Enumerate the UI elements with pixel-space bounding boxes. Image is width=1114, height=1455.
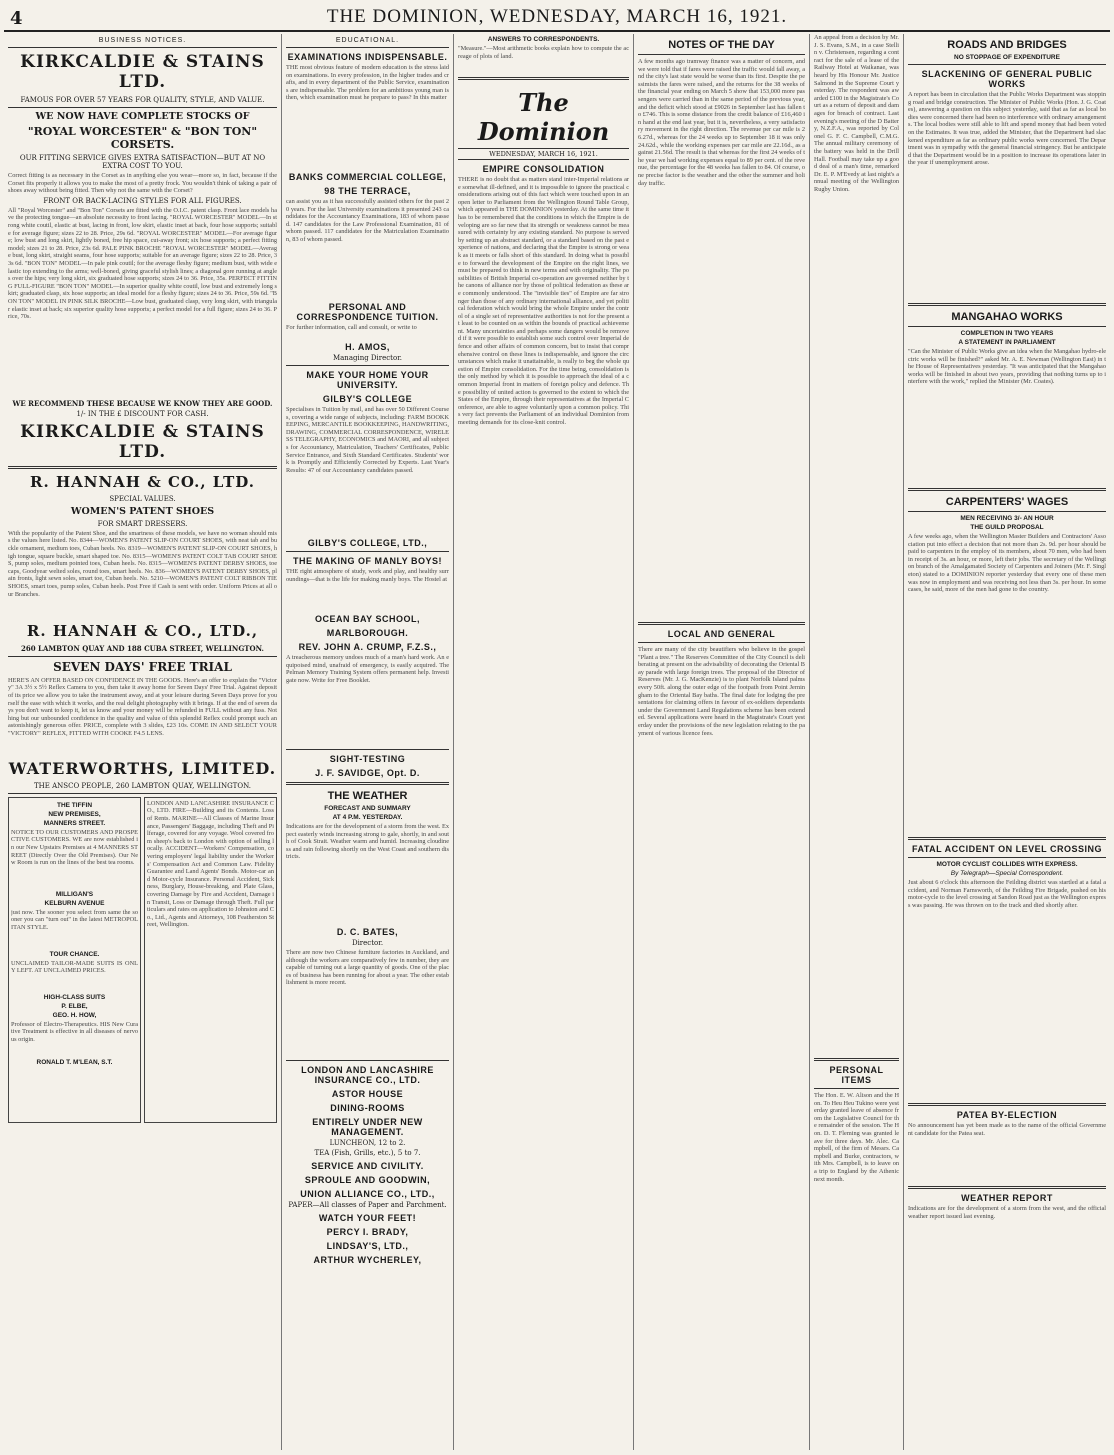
advert-hills-body: Professor of Electro-Therapeutics. HIS New Curative Treatment is effective in all diseases of nervous origin. [11,1020,138,1043]
advert-percy: PERCY I. BRADY, [326,1227,409,1237]
advert-special: SPECIAL VALUES. [109,494,176,503]
advert-milligans-body: just now. The sooner you select from same the sooner you can "turn out" in the latest METROPOLITAN STYLE. [11,908,138,931]
roads-heading: ROADS AND BRIDGES [947,39,1067,51]
small-adverts-grid [8,797,277,1123]
divider [908,837,1106,840]
advert-tagline: FAMOUS FOR OVER 57 YEARS FOR QUALITY, STYLE, AND VALUE. [20,96,265,104]
leader-body: THERE is no doubt that as matters stand inter-Imperial relations are somewhat ill-defined, and it is impossible to ignore the practical considerations arising out of this fact which were touched upon in an open letter to Parliament from the Wellington Round Table Group, which appeared in THE DOMINION yesterday. At the same time it has to be remembered that the conditions in which the Empire is developing are so far new that its strength or weakness cannot be measured with certainty by any existing standard. No purpose is served by setting up an abstract standard, or a standard based on the past experience of nations, and declaring that the Empire is strong or weak as it meets or falls short of this standard. In doing what is possible to forward the development of the Empire on the right lines, we must be prepared to think in new terms and with originality. The possibilities of British Imperial co-operation are governed neither by the canons of alliance nor by those of political federation as these are commonly understood. The "invisible ties" of Empire are far stronger than those of any ordinary international alliance, and yet political federation which would bring the whole Empire under the control of a single set of representative authorities is not for the present at least to be counted on as within the bounds of practical achievement. Many uncertainties and perhaps some dangers would be removed if it were possible to establish some such control over Imperial defence and other affairs of common concern, but to insist that comprehensive control on these lines is indispensable, and ignore the circumstances which make it unattainable, is really to beg the whole question of Empire consolidation. For the time being, consolidation is the only method by which it is possible to approach the ideal of a common Imperial front in matters of foreign policy and defence. The possibility of united action is governed to the extent to which the States of the Empire, through their representatives at the Imperial Conference, are able to agree voluntarily upon a common policy. This very fact prevents the Parliament of an individual Dominion from meeting demands for its close-knit control. [458,176,629,426]
advert-milligans: MILLIGAN'S [55,890,94,898]
advert-london-lancashire [144,797,277,1123]
divider [286,749,449,750]
advert-pelbe: P. ELBE, [61,1002,88,1010]
divider [286,365,449,366]
advert-paper: PAPER—All classes of Paper and Parchment. [288,1201,447,1209]
divider [908,1186,1106,1189]
column-leader [454,34,634,1450]
advert-gilby-address: GILBY'S COLLEGE, LTD., [307,538,428,548]
advert-make-home: MAKE YOUR HOME YOUR UNIVERSITY. [306,370,429,390]
advert-waterworths: WATERWORTHS, LIMITED. [8,758,277,778]
advert-astor: ASTOR HOUSE [331,1089,404,1099]
divider [908,1103,1106,1106]
advert-price-list: All "Royal Worcester" and "Bon Ton" Corsets are fitted with the O.I.C. patent clasp. Front lace models have the protecting tongue—an absolute necessity to front lacing. "ROYAL WORCESTER" MODEL—In strong white coutil, elastic at bust, lacing in front, low skirt, elastic inset at back, four hose supports; suitable for average figure; sizes 22 to 28. Price, 29s 6d. "ROYAL WORCESTER" MODEL—For average figure; low bust and long skirt, lightly boned, free hip space, cut-away front; six hose supports; a perfect fitting model; sizes 21 to 28. Price, 23s 6d. PALE PINK BROCHE "ROYAL WORCESTER" MODEL—Average bust, long skirt, straight seams, four hose supports; suitable for an average figure; sizes 22 to 28. Price, 33s 6d. "BON TON" MODEL—In pale pink coutil; for the average fleshy figure; medium bust, with wide elastic top extending to the arms; well-boned, giving graceful stylish lines; a diagonal gore running at angles over the hips; very long skirt, six graduated hose supports; sizes 24 to 36. Price, 35s. PERFECT FITTING FULL-FIGURE "BON TON" MODEL—In superior quality white coutil, low bust and extremely long skirt; graduated clasp, six hose supports; an ideal model for a fleshy figure; sizes 24 to 36. Price, 59s 6d. "BON TON" MODEL IN PINK SILK BROCHE—Low bust, graduated clasp, very long skirt, with triangular elastic inset at back; six superior quality hose supports; a perfect model for a full figure; sizes 24 to 36. Price, 70s. [8,206,277,321]
weather-time: AT 4 P.M. YESTERDAY. [332,814,403,821]
fatal-body: Just about 6 o'clock this afternoon the Feilding district was startled at a fatal accident, and Norman Farnsworth, of the Feilding Fire Brigade, pushed on his motor-cycle to the level crossing at Sandon Road just as the Wellington express was passing. He was thrown on to the track and died shortly after. [908,879,1106,909]
carpenters-body: A few weeks ago, when the Wellington Master Builders and Contractors' Association put into effect a decision that not more than 2s. 9d. per hour should be paid to carpenters in the employ of its members, about 70 men, who had been in receipt of 3s. an hour, or more, left their jobs. The secretary of the Wellington branch of the Amalgamated Society of Carpenters and Joiners (Mr. F. Singleton) stated to a DOMINION reporter yesterday that every one of these men was now in employment and was receiving not less than 3s. per hour. In some cases, he said, more of the men had gone to the country. [908,533,1106,594]
advert-arthur: ARTHUR WYCHERLEY, [313,1255,422,1265]
advert-savidge: J. F. SAVIDGE, Opt. D. [315,768,420,778]
answers-heading: ANSWERS TO CORRESPONDENTS. [487,36,600,43]
personal-body: The Hon. E. W. Alison and the Hon. To Heu Heu Tukino were yesterday granted leave of absence from the Legislative Council for the remainder of the session. The Hon. D. T. Fleming was granted leave for three days. Mr. Alec. Campbell, of the firm of Messrs. Campbell and Burke, contractors, with Mrs. Campbell, is to leave on a trip to England by the Athenic next month. [814,1092,899,1183]
advert-hills: GEO. H. HOW, [52,1011,97,1019]
advert-manly: THE MAKING OF MANLY BOYS! [292,556,442,566]
advert-watch-feet: WATCH YOUR FEET! [318,1213,417,1223]
divider [638,622,805,625]
column-educational [282,34,454,1450]
divider [8,656,277,657]
advert-firm-name: KIRKCALDIE & STAINS LTD. [20,52,265,92]
advert-new-management: ENTIRELY UNDER NEW MANAGEMENT. [312,1117,423,1137]
weather-report-body: Indications are for the development of a storm from the west, and the official weather report issued last evening. [908,1205,1106,1220]
divider [8,47,277,48]
notes-body: A few months ago tramway finance was a matter of concern, and we were told that if fares were raised the traffic would fall away, and the city's last state would be worse than its first. Despite the pessimists the fares were raised, and the returns for the 38 weeks of the financial year ending on March 5 show that 153,000 more passengers were carried than in the same period of the previous year, and the deficit which stood at £9026 in September last has fallen to £746. This is some distance from the credit balance of £16,460 in hand at the end last year, but it is, nevertheless, a very satisfactory movement in the right direction. The revenue per car mile is 26.27d., whereas for the 24 weeks up to September 18 it was only 24.62d., while the working expenses per car mile are 22.16d., as against 21.56d. The result is that whereas for the first 24 weeks of the year we had working expenses equal to 89 per cent. of the revenue, the percentage for the 48 weeks has fallen to 84. Of course, one precise factor is the weather and the other the summer and holiday traffic. [638,58,805,187]
leader-headline: EMPIRE CONSOLIDATION [482,164,605,174]
carpenters-subhead: MEN RECEIVING 3/- AN HOUR [960,515,1054,522]
advert-gilby-body: Specialises in Tuition by mail, and has over 50 Different Courses, covering a wide range of subjects, including: FARM BOOKKEEPING, MERCANTILE BOOKKEEPING, HANDWRITING, DRAWING, COMMERCIAL CORRESPONDENCE, WIRELESS TELEGRAPHY, ECONOMICS and MAORI, and all subjects for Accountancy, Matriculation, Teachers' Certificates, Public Service Entrance, and Sixth Standard Certificates. Students' work is Promptly and Efficiently Corrected by Experts. Last Year's Results: 47 of our Accountancy candidates passed. [286,406,449,474]
weather-report-heading: WEATHER REPORT [961,1193,1053,1203]
advert-lindsay: LINDSAY'S, LTD., [326,1241,409,1251]
weather-body: Indications are for the development of a storm from the west. Expect easterly winds increasing strong to gale, shortly, in and south of Cook Strait. Weather warm and humid. Increasing cloudiness and rain following shortly on the West Coast and southern districts. [286,823,449,861]
advert-hannah-address: 260 LAMBTON QUAY AND 188 CUBA STREET, WELLINGTON. [20,643,264,653]
general-body: An appeal from a decision by Mr. J. S. Evans, S.M., in a case Stellin v. Christensen, regarding a contract for the sale of a lease of the Railway Hotel at Waikanae, was heard by His Honour Mr. Justice Salmond in the Supreme Court yesterday. The respondent was awarded £100 in the Magistrate's Court as a return of deposit and damages for breach of contract. Last evening's meeting of the D Battery, N.Z.F.A., was reported by Colonel G. F. C. Campbell, C.M.G. The annual military ceremony of the battery was held in the Drill Hall. Football may take up a good deal of a man's time, remarked Dr. E. P. M'Evedy at last night's annual meeting of the Wellington Rugby Union. [814,34,899,193]
divider [286,47,449,48]
advert-smart: FOR SMART DRESSERS. [97,519,188,528]
advert-discount: 1/- IN THE £ DISCOUNT FOR CASH. [76,409,209,418]
mangahao-body: "Can the Minister of Public Works give an idea when the Mangahao hydro-electric works will be finished?" asked Mr. A. E. Newman (Wellington East) in the House of Representatives yesterday. "It was anticipated that the Mangahao works will be finished in about two years, providing that nothing turns up to interfere with the work," replied the Minister (Mr. Coates). [908,348,1106,386]
advert-sight: SIGHT-TESTING [329,754,406,764]
patea-heading: PATEA BY-ELECTION [956,1110,1058,1120]
patea-body: No announcement has yet been made as to the name of the official Government candidate for the Patea seat. [908,1122,1106,1137]
roads-subhead: NO STOPPAGE OF EXPENDITURE [954,54,1060,61]
article-body: There are now two Chinese furniture factories in Auckland, and although the workers are comparatively few in number, they are capable of turning out a large quantity of goods. One of the places of business has been running for about a year. The other establishment is more recent. [286,949,449,987]
advert-firm-name: KIRKCALDIE & STAINS LTD. [20,421,265,462]
advert-womens-shoes: WOMEN'S PATENT SHOES [70,505,215,517]
local-body: There are many of the city beautifiers who believe in the gospel "Plant a tree." The Reserves Committee of the City Council is deliberating at present on the advisability of decorating the Oriental Bay parade with large foreign trees. The proposal of the Director of Reserves (Mr. J. G. MacKenzie) is to plant Norfolk Island palms every 50ft. along the outer edge of the footpath from Point Jerningham to the Oriental Bay baths. The final date for lodging the presentations for claiming offers in favour of ex-soldiers dependants under the Government Land Regulations scheme has been extended. Several applications were heard in the Magistrate's Court yesterday under the provisions of the new legislation relating to the payment of various licence fees. [638,646,805,737]
advert-sproule: SPROULE AND GOODWIN, [304,1175,431,1185]
answers-body: "Measure."—Most arithmetic books explain how to compute the acreage of plots of land. [458,45,629,60]
advert-headline: "ROYAL WORCESTER" & "BON TON" CORSETS. [27,125,258,151]
divider [908,303,1106,306]
leader-dateline: WEDNESDAY, MARCH 16, 1921. [458,148,629,160]
divider [8,466,277,469]
divider [8,107,277,108]
advert-fitting: OUR FITTING SERVICE GIVES EXTRA SATISFACTION—BUT AT NO EXTRA COST TO YOU. [19,154,266,170]
advert-dining: DINING-ROOMS [330,1103,405,1113]
local-heading: LOCAL AND GENERAL [667,629,776,639]
advert-tiffin-body: NOTICE TO OUR CUSTOMERS AND PROSPECTIVE CUSTOMERS. WE are now established in our New Upstairs Premises at 4 MANNERS STREET (Directly Over the Old Premises). Our New Room is run on the lines of the best tea rooms. [11,828,138,867]
personal-heading: PERSONAL ITEMS [829,1065,884,1085]
column-general [810,34,904,1450]
divider [638,642,805,643]
advert-tiffin-title: THE TIFFIN [56,801,93,809]
advert-ronald: RONALD T. M'LEAN, S.T. [36,1058,113,1066]
advert-free-trial: SEVEN DAYS' FREE TRIAL [53,659,232,674]
divider [458,77,629,80]
advert-personal: PERSONAL AND CORRESPONDENCE TUITION. [296,302,439,322]
advert-manly-body: THE right atmosphere of study, work and play, and healthy surroundings—that is the life for making manly boys. The Hostel at [286,568,449,583]
divider [908,64,1106,65]
advert-gilby: GILBY'S COLLEGE [322,394,413,404]
newspaper-nameplate: The Dominion [477,88,610,146]
mangahao-heading: MANGAHAO WORKS [951,311,1063,323]
advert-insurance-body: LONDON AND LANCASHIRE INSURANCE CO., LTD. FIRE—Building and its Contents. Loss of Rents. MARINE—All Classes of Marine Insurance, Passengers' Baggage, including Theft and Pilferage, covered for any voyage. Wool covered from sheep's back to London with option of selling locally. ACCIDENT—Workers' Compensation, covering employers' legal liability under the Workers' Compensation Act and Common Law. Fidelity Guarantee and Land Agents' Bonds. Motor-car and Motor-cycle Insurance. Personal Accident, Sickness, Burglary, House-breaking, and Plate Glass, covering Damage by Fire and Accident, Damage in Transit, Loss or Damage through Theft. Full particulars and rates on application to Johnston and Co., Ltd., Agents and Attorneys, 108 Featherston Street, Wellington. [147,799,274,929]
masthead-title: THE DOMINION, WEDNESDAY, MARCH 16, 1921. [326,6,788,27]
fatal-subhead: MOTOR CYCLIST COLLIDES WITH EXPRESS. [936,861,1078,868]
advert-london: LONDON AND LANCASHIRE INSURANCE CO., LTD. [301,1065,434,1085]
advert-shoe-list: With the popularity of the Patent Shoe, and the smartness of these models, we have no woman should miss the values here listed. No. 8344—WOMEN'S PATENT SLIP-ON COURT SHOES, with neat tab and buckle ornament, medium toes, Cuban heels. No. 8319—WOMEN'S PATENT SLIP-ON COURT SHOES, high tongue, square buckle, smart shaped toe. No. 8315—WOMEN'S PATENT COLT TAB COURT SHOES, pump soles, medium pointed toes, Cuban heels. No. 8315—WOMEN'S PATENT DERBY SHOES, toecaps, Goodyear welted soles, round toes, smart heels. No. 836—WOMEN'S PATENT DERBY SHOES, plain fronts, light sewn soles, smart toe, Cuban heels. No. 5210—WOMEN'S PATENT COLT RIBBON TIE SHOES, smart toes, pump soles, Cuban heels. Post Free if Cash is sent with order. Uniform Prices at all our Branches. [8,529,277,598]
advert-exam-body: THE most obvious feature of modern education is the stress laid on examinations. In every profession, in the higher trades and crafts, and in every department of the Public Service, examinations are indispensable. The problem for an ambitious young man is then, which examination must he prepare to pass? In this matter [286,64,449,102]
section-heading: BUSINESS NOTICES. [98,37,187,44]
divider [286,1060,449,1061]
advert-headline: EXAMINATIONS INDISPENSABLE. [287,52,448,62]
divider [814,1058,899,1061]
advert-hannah: R. HANNAH & CO., LTD. [30,472,255,491]
carpenters-guild: THE GUILD PROPOSAL [970,524,1044,531]
weather-subheading: FORECAST AND SUMMARY [324,805,411,812]
advert-body: Correct fitting is as necessary in the Corset as in anything else you wear—more so, in fact, because if the Corset fits properly it allows you to make the most of a pretty frock. You wouldn't think of taking a pair of shoes away without being fitted. Then why not the same with the Corset? [8,172,277,195]
advert-tour-body: UNCLAIMED TAILOR-MADE SUITS IS ONLY LEFT. AT UNCLAIMED PRICES. [11,959,138,975]
divider [8,793,277,794]
advert-banks-address: 98 THE TERRACE, [324,186,411,196]
advert-amos-title: Managing Director. [332,354,403,362]
mangahao-subhead: COMPLETION IN TWO YEARS [960,330,1054,337]
slackening-heading: SLACKENING OF GENERAL PUBLIC WORKS [921,69,1093,89]
advert-marlborough: OCEAN BAY SCHOOL, [314,614,421,624]
divider [286,551,449,552]
advert-subhead: FRONT OR BACK-LACING STYLES FOR ALL FIGURES. [43,196,242,205]
advert-tiffin-street: MANNERS STREET. [43,819,106,827]
fatal-byline: By Telegraph—Special Correspondent. [950,870,1064,877]
divider [638,54,805,55]
advert-union: UNION ALLIANCE CO., LTD., [300,1189,435,1199]
divider [814,1088,899,1089]
weather-director: D. C. BATES, [336,927,399,937]
divider [908,511,1106,512]
advert-closing: WE RECOMMEND THESE BECAUSE WE KNOW THEY ARE GOOD. [12,398,273,408]
advert-amos: H. AMOS, [345,342,390,352]
advert-tour: TOUR CHANCE. [49,950,100,958]
advert-hannah: R. HANNAH & CO., LTD., [26,621,259,640]
advert-marlborough2: MARLBOROUGH. [326,628,409,638]
fatal-heading: FATAL ACCIDENT ON LEVEL CROSSING [911,844,1102,854]
notes-heading: NOTES OF THE DAY [668,39,775,51]
advert-tiffin-new: NEW PREMISES, [48,810,101,818]
mangahao-statement: A STATEMENT IN PARLIAMENT [958,339,1056,346]
advert-headline: WE NOW HAVE COMPLETE STOCKS OF [35,111,250,122]
divider [908,326,1106,327]
page-number: 4 [10,8,23,29]
advert-luncheon: LUNCHEON, 12 to 2. [329,1139,406,1147]
advert-banks-body: can assist you as it has successfully assisted others for the past 20 years. For the last University examinations it presented 243 candidates for the Accountancy Examinations, 183 of whom passed. 147 candidates for the Law Professional Examination, 81 of whom passed. 117 candidates for the Matriculation Examination, 83 of whom passed. [286,198,449,243]
advert-personal-body: For further information, call and consult, or write to [286,324,417,331]
divider [908,857,1106,858]
advert-tiffin [8,797,141,1123]
divider [908,488,1106,491]
advert-kelburn: KELBURN AVENUE [44,899,105,907]
advert-crump: REV. JOHN A. CRUMP, F.Z.S., [298,642,437,652]
masthead [4,4,1110,32]
section-heading: EDUCATIONAL. [335,37,400,44]
column-notes [634,34,810,1450]
advert-memory-body: A treacherous memory undoes much of a man's hard work. An equipoised mind, unafraid of emergency, is easily acquired. The Pelman Memory Training System offers permanent help. Investigate now. Write for Free Booklet. [286,654,449,684]
advert-tea: TEA (Fish, Grills, etc.), 5 to 7. [314,1149,421,1157]
carpenters-heading: CARPENTERS' WAGES [945,496,1069,508]
advert-service: SERVICE AND CIVILITY. [311,1161,424,1171]
weather-director-title: Director. [351,939,384,947]
roads-body: A report has been in circulation that the Public Works Department was stopping road and bridge construction. The Minister of Public Works (Hon. J. G. Coates), answering a question on this subject yesterday, said that as far as local bodies were concerned there had been no interference with ordinary arrangements. The local bodies were still able to lift and spend money that had been voted on the Estimates. It was true, added the Minister, that the Department had slackened expenditure as far as ordinary public works were concerned. The Department was in sympathy with the general financial stringency. But he anticipated that the Department would be in a position to increase its operations later in the year if unemployment arose. [908,91,1106,167]
divider [286,782,449,785]
advert-banks: BANKS COMMERCIAL COLLEGE, [288,172,447,182]
advert-waterworths-sub: THE ANSCO PEOPLE, 260 LAMBTON QUAY, WELLINGTON. [34,781,251,790]
advert-trial-body: HERE'S AN OFFER BASED ON CONFIDENCE IN THE GOODS. Here's an offer to explain the "Victory" 3A 3½ x 5½ Reflex Camera to you, then take it away home for Seven Days' Free Trial. Against deposit of its price we allow you to take the instrument away, and at your leisure during Seven Days prove for yourself the ease with which it works, and the real delight photography with it brings. If at the end of seven days you don't want to keep it, let us know and your money will be refunded in FULL without any fuss. Nothing but our unbounded confidence in the quality and value of this splendid Reflex could prompt such an astonishingly generous offer. PRICE, complete with 3 slides, £23 10s. COME IN AND SELECT YOUR "VICTORY" REFLEX, FITTED WITH COOKE F4.5 LENS. [8,676,277,737]
advert-high-class: HIGH-CLASS SUITS [43,993,106,1001]
weather-heading: THE WEATHER [327,790,408,802]
column-business-notices [4,34,282,1450]
column-news [904,34,1110,1450]
